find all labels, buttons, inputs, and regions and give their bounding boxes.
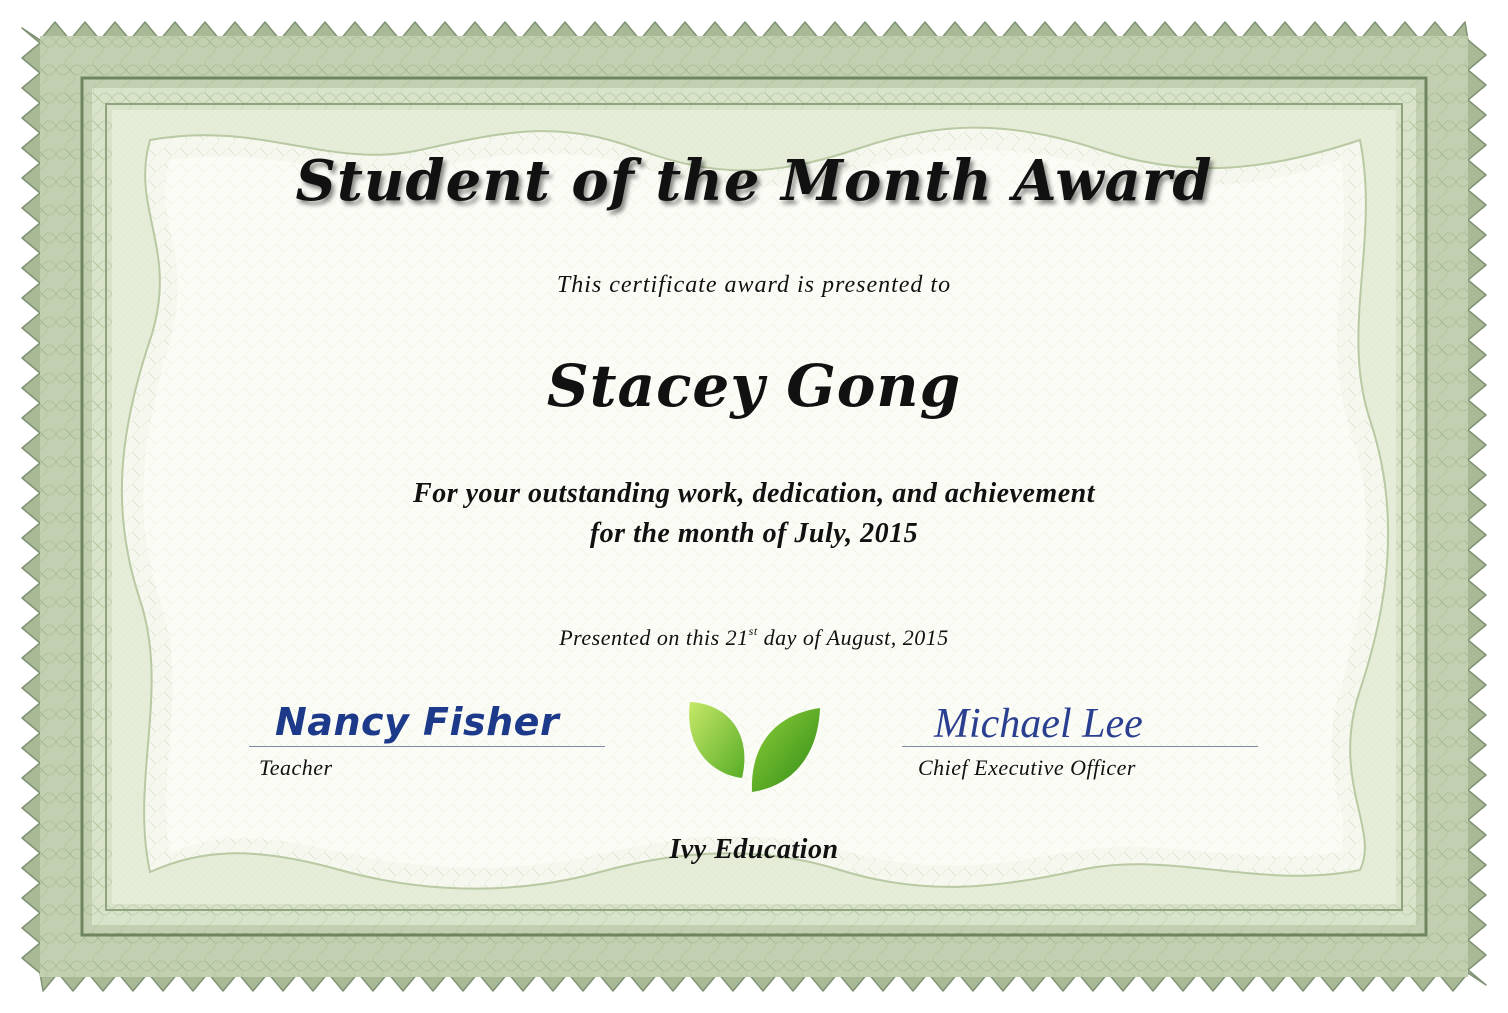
- ordinal-suffix: st: [748, 624, 758, 638]
- reason-line-2: for the month of July, 2015: [589, 518, 919, 549]
- signature-line: [249, 746, 605, 747]
- award-reason: [0, 474, 1508, 554]
- presented-to-line: This certificate award is presented to: [556, 272, 952, 298]
- reason-line-1: For your outstanding work, dedication, and achievement: [413, 478, 1095, 509]
- presented-on-prefix: Presented on this 21: [559, 625, 749, 650]
- ceo-signature-block: [902, 700, 1258, 781]
- teacher-signature-block: [249, 700, 605, 781]
- presented-on-rest: day of August, 2015: [757, 625, 949, 650]
- ceo-signature: Michael Lee: [934, 701, 1143, 747]
- teacher-signature: Nancy Fisher: [275, 700, 560, 744]
- recipient-name: Stacey Gong: [546, 352, 962, 420]
- organization-name: Ivy Education: [669, 834, 839, 865]
- ceo-title: Chief Executive Officer: [918, 755, 1136, 780]
- presentation-date: [0, 624, 1508, 651]
- certificate-title: Student of the Month Award: [295, 148, 1213, 214]
- teacher-title: Teacher: [259, 755, 333, 780]
